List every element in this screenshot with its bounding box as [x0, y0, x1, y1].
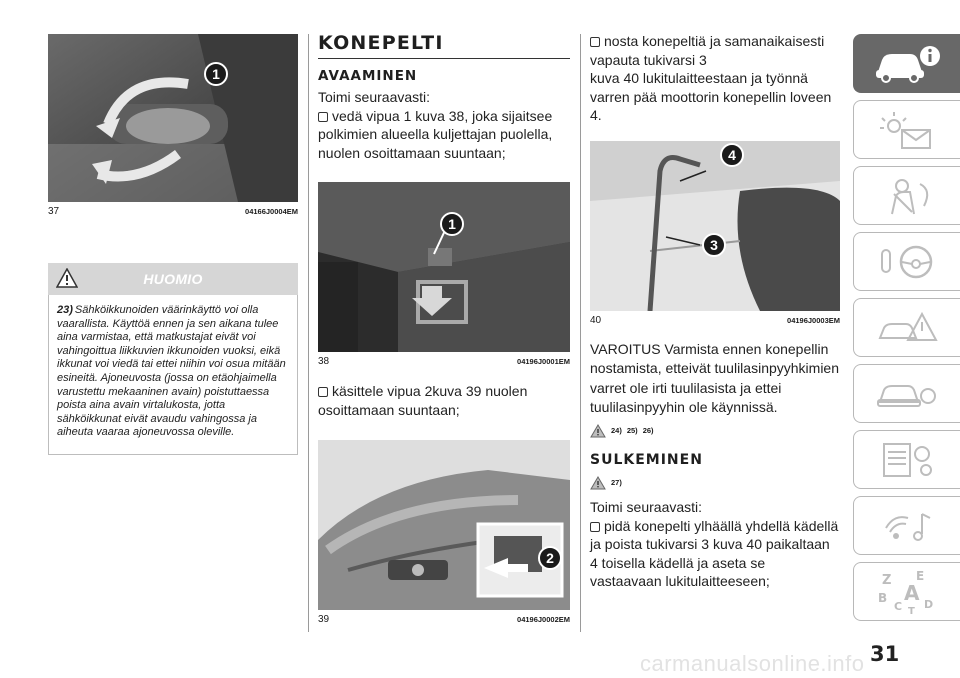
- figure-40-support-rod-image: [590, 141, 840, 311]
- left-column: [48, 34, 298, 455]
- figure-39-hood-lever-image: [318, 440, 570, 610]
- figure-code: 04196J0001EM: [517, 357, 570, 367]
- middle-column: [318, 32, 570, 625]
- svg-text:Z: Z: [882, 572, 892, 588]
- multimedia-icon: [872, 506, 942, 546]
- bullet-item: [318, 382, 570, 419]
- svg-text:B: B: [878, 590, 888, 605]
- tab-service[interactable]: [853, 364, 960, 423]
- technical-data-icon: [872, 440, 942, 480]
- subheading-opening: AVAAMINEN: [318, 68, 418, 84]
- warning-text: Sähköikkunoiden väärinkäyttö voi olla vaarallista. Käyttöä ennen ja sen aikana tulee aina varmistaa, että matkustajat eivät voi vahingoittua liikkuvien ikkunoiden vuoksi, eikä ikkunat voi viedä tai ettei niihin voi osua mitään esineitä. Ajoneuvosta (jossa on etäohjaimella varustettu mekaaninen avain) poistuttaessa poista aina avain virtalukosta, jotta sähköikkunat eivät avaudu vahingossa ja aiheuta vaaraa ajoneuvossa oleville.: [57, 304, 286, 439]
- figure-code: 04196J0003EM: [787, 315, 840, 325]
- bullet-box-icon: [318, 387, 328, 397]
- bullet-text: pidä konepelti ylhäällä yhdellä kädellä ja poista tukivarsi 3 kuva 40 paikaltaan 4 toisella kädellä ja aseta se vastaavaan lukitulaitteeseen;: [590, 517, 839, 590]
- seat-safety-icon: [872, 176, 942, 216]
- svg-text:T: T: [908, 605, 915, 614]
- bullet-text: käsittele vipua 2kuva 39 nuolen osoittamaan suuntaan;: [318, 383, 528, 418]
- page-number: 31: [870, 642, 900, 666]
- callout-1: 1: [204, 62, 228, 86]
- figure-number: 38: [318, 356, 330, 368]
- figure-38-caption: [318, 356, 570, 367]
- column-divider: [308, 34, 309, 632]
- warning-title: HUOMIO: [143, 271, 203, 287]
- car-info-icon: [872, 44, 942, 84]
- ref-26: 26): [642, 426, 654, 436]
- figure-37-window-switch-image: [48, 34, 298, 202]
- figure-38-pedal-lever-image: [318, 182, 570, 352]
- bullet-item: [590, 517, 840, 591]
- bullet-text: vedä vipua 1 kuva 38, joka sijaitsee polkimien alueella kuljettajan puolella, nuolen osoittamaan suuntaan;: [318, 107, 553, 161]
- callout-2: 2: [538, 546, 562, 570]
- figure-code: 04166J0004EM: [245, 207, 298, 216]
- caution-text: VAROITUS Varmista ennen konepellin nostamista, etteivät tuulilasinpyyhkimien varret ole irti tuulilasista ja ettei tuulilasinpyyhin ole käynnissä.: [590, 340, 840, 416]
- ref-24: 24): [611, 426, 622, 436]
- warning-ref: 23): [57, 304, 73, 316]
- warning-references: [590, 424, 840, 438]
- figure-37-caption: [48, 206, 298, 217]
- bullet-box-icon: [590, 522, 600, 532]
- warning-body: [48, 295, 298, 455]
- bullet-box-icon: [590, 37, 600, 47]
- warning-triangle-icon: [590, 476, 606, 490]
- figure-40-caption: [590, 315, 840, 326]
- bullet-text: nosta konepeltiä ja samanaikaisesti vapauta tukivarsi 3: [590, 33, 825, 68]
- tab-car-info[interactable]: [853, 34, 960, 93]
- car-service-icon: [872, 374, 942, 414]
- intro-text: Toimi seuraavasti:: [318, 89, 431, 105]
- tab-multimedia[interactable]: [853, 496, 960, 555]
- tab-warning-lights[interactable]: [853, 100, 960, 159]
- tab-starting-driving[interactable]: [853, 232, 960, 291]
- bullet-box-icon: [318, 112, 328, 122]
- tab-index[interactable]: [853, 562, 960, 621]
- callout-1: 1: [440, 212, 464, 236]
- watermark: carmanualsonline.info: [640, 651, 865, 676]
- warning-lights-icon: [872, 110, 942, 150]
- tab-safety[interactable]: [853, 166, 960, 225]
- bullet-item: [318, 107, 570, 163]
- warning-references: [590, 476, 840, 490]
- subheading-closing: SULKEMINEN: [590, 451, 703, 468]
- ref-27: 27): [611, 478, 622, 488]
- figure-code: 04196J0002EM: [517, 614, 570, 624]
- emergency-icon: [872, 308, 942, 348]
- svg-text:A: A: [904, 580, 920, 605]
- column-divider: [580, 34, 581, 632]
- figure-39-caption: [318, 614, 570, 625]
- bullet-item: [590, 32, 840, 69]
- figure-number: 39: [318, 613, 330, 625]
- chapter-tabs: [853, 34, 960, 628]
- warning-header: [48, 263, 298, 295]
- continuation-text: kuva 40 lukitulaitteestaan ja työnnä varren pää moottorin konepellin loveen 4.: [590, 70, 832, 124]
- steering-wheel-icon: [872, 242, 942, 282]
- callout-4: 4: [720, 143, 744, 167]
- callout-3: 3: [702, 233, 726, 257]
- intro-text: Toimi seuraavasti:: [590, 498, 703, 515]
- warning-triangle-icon: [590, 424, 606, 438]
- svg-text:E: E: [916, 569, 925, 583]
- svg-text:C: C: [894, 599, 903, 613]
- figure-number: 37: [48, 206, 60, 217]
- ref-25: 25): [626, 426, 638, 436]
- index-icon: [872, 570, 942, 614]
- svg-text:D: D: [924, 597, 934, 611]
- right-column: [590, 32, 840, 591]
- tab-emergency[interactable]: [853, 298, 960, 357]
- section-title: KONEPELTI: [318, 32, 570, 59]
- figure-number: 40: [590, 314, 602, 326]
- tab-technical-data[interactable]: [853, 430, 960, 489]
